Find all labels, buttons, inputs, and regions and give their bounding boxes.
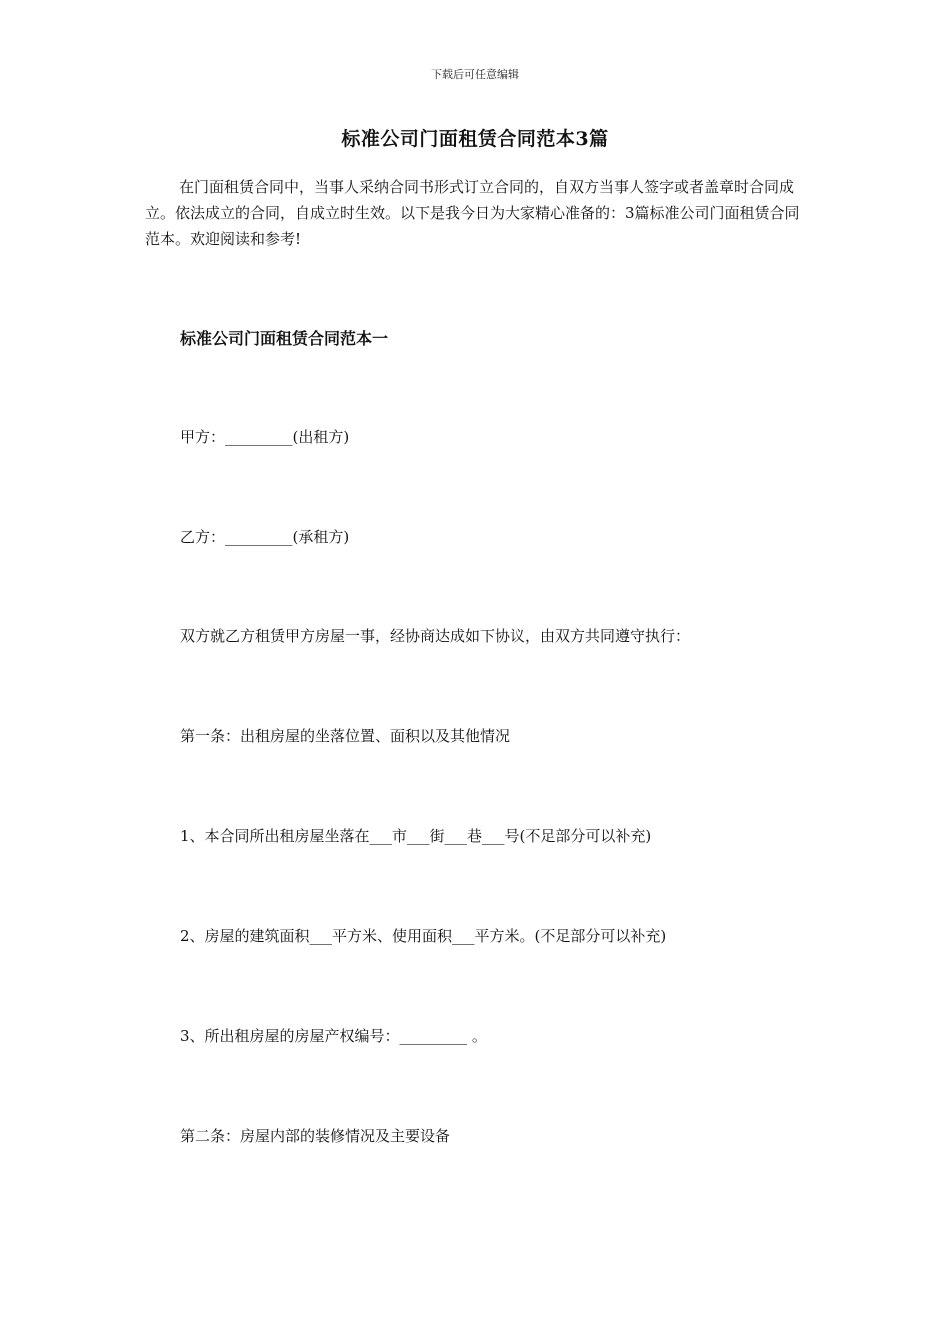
article-two-heading: 第二条：房屋内部的装修情况及主要设备 (180, 1127, 451, 1145)
party-a-line: 甲方：_________(出租方) (180, 428, 350, 446)
agreement-statement: 双方就乙方租赁甲方房屋一事，经协商达成如下协议，由双方共同遵守执行： (180, 627, 691, 645)
section-title: 标准公司门面租赁合同范本一 (180, 329, 389, 348)
clause-3-property-number: 3、所出租房屋的房屋产权编号：_________ 。 (180, 1027, 487, 1045)
header-note: 下载后可任意编辑 (431, 68, 519, 81)
intro-paragraph: 在门面租赁合同中，当事人采纳合同书形式订立合同的，自双方当事人签字或者盖章时合同成立。依法成立的合同，自成立时生效。以下是我今日为大家精心准备的：3篇标准公司门面租赁合同范本。欢迎阅读和参考! (145, 178, 800, 248)
party-b-line: 乙方：_________(承租方) (180, 528, 350, 546)
clause-2-area: 2、房屋的建筑面积___平方米、使用面积___平方米。(不足部分可以补充) (180, 927, 667, 945)
clause-1-location: 1、本合同所出租房屋坐落在___市___街___巷___号(不足部分可以补充) (180, 827, 652, 845)
article-one-heading: 第一条：出租房屋的坐落位置、面积以及其他情况 (180, 727, 511, 745)
document-title: 标准公司门面租赁合同范本3篇 (341, 128, 609, 150)
